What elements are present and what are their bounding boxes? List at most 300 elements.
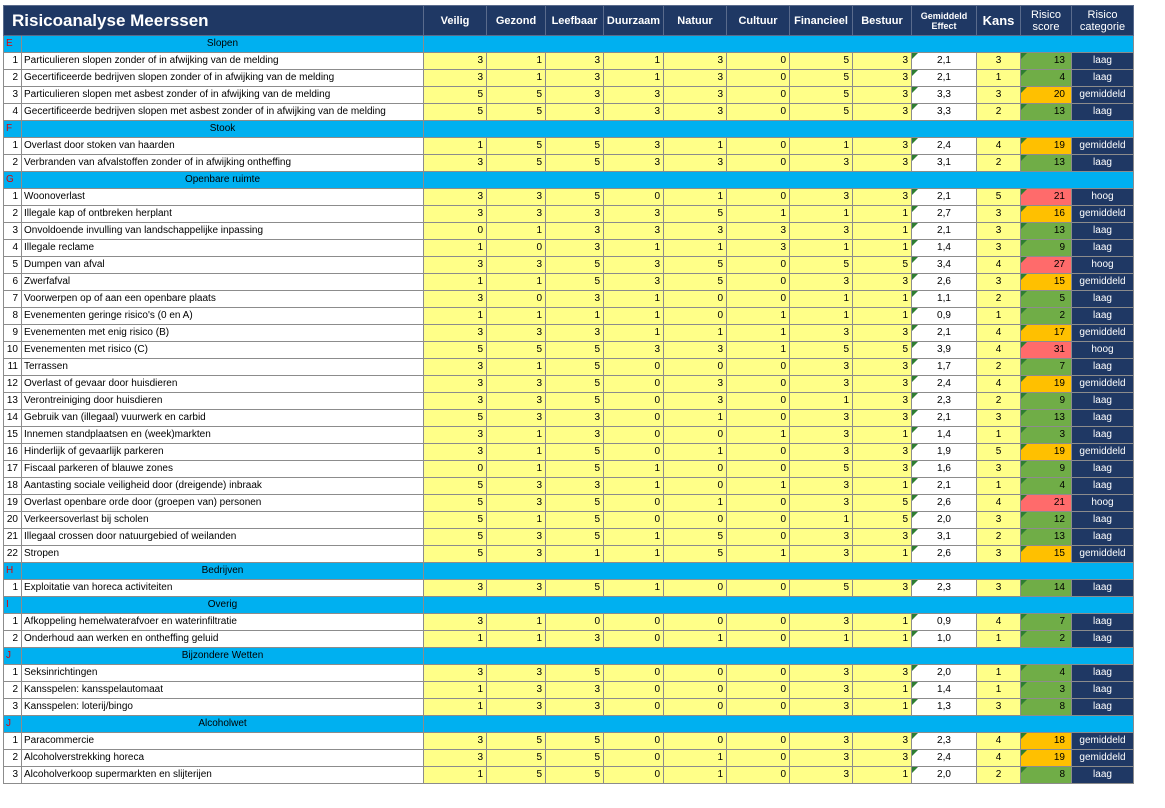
row-number[interactable]: 3 (4, 699, 22, 716)
row-number[interactable]: 22 (4, 546, 22, 563)
score-cell[interactable]: 1 (604, 529, 664, 546)
kans-cell[interactable]: 2 (977, 104, 1021, 121)
score-cell[interactable]: 0 (604, 665, 664, 682)
score-cell[interactable]: 3 (604, 342, 664, 359)
row-description[interactable]: Kansspelen: kansspelautomaat (22, 682, 424, 699)
risk-score-cell[interactable]: 13 (1021, 104, 1072, 121)
score-cell[interactable]: 1 (664, 240, 727, 257)
risk-category-cell[interactable]: gemiddeld (1072, 733, 1134, 750)
score-cell[interactable]: 5 (546, 495, 604, 512)
score-cell[interactable]: 0 (727, 257, 790, 274)
score-cell[interactable]: 5 (790, 461, 853, 478)
section-letter[interactable]: J (4, 648, 22, 665)
score-cell[interactable]: 0 (727, 155, 790, 172)
score-cell[interactable]: 3 (853, 155, 912, 172)
risk-category-cell[interactable]: hoog (1072, 342, 1134, 359)
score-cell[interactable]: 3 (853, 53, 912, 70)
score-cell[interactable]: 3 (546, 53, 604, 70)
score-cell[interactable]: 3 (664, 87, 727, 104)
score-cell[interactable]: 0 (664, 359, 727, 376)
row-number[interactable]: 1 (4, 189, 22, 206)
score-cell[interactable]: 5 (487, 104, 546, 121)
section-letter[interactable]: J (4, 716, 22, 733)
score-cell[interactable]: 0 (727, 359, 790, 376)
row-number[interactable]: 1 (4, 53, 22, 70)
row-number[interactable]: 2 (4, 682, 22, 699)
row-number[interactable]: 11 (4, 359, 22, 376)
score-cell[interactable]: 1 (853, 291, 912, 308)
risk-score-cell[interactable]: 13 (1021, 410, 1072, 427)
kans-cell[interactable]: 3 (977, 274, 1021, 291)
row-number[interactable]: 2 (4, 70, 22, 87)
score-cell[interactable]: 3 (604, 138, 664, 155)
row-description[interactable]: Gecertificeerde bedrijven slopen met asbest zonder of in afwijking van de melding (22, 104, 424, 121)
score-cell[interactable]: 0 (664, 461, 727, 478)
risk-score-cell[interactable]: 27 (1021, 257, 1072, 274)
kans-cell[interactable]: 1 (977, 631, 1021, 648)
score-cell[interactable]: 0 (727, 70, 790, 87)
risk-category-cell[interactable]: laag (1072, 614, 1134, 631)
effect-cell[interactable]: 2,1 (912, 70, 977, 87)
score-cell[interactable]: 1 (853, 682, 912, 699)
score-cell[interactable]: 0 (664, 580, 727, 597)
effect-cell[interactable]: 2,3 (912, 733, 977, 750)
score-cell[interactable]: 1 (487, 223, 546, 240)
risk-score-cell[interactable]: 18 (1021, 733, 1072, 750)
kans-cell[interactable]: 3 (977, 240, 1021, 257)
score-cell[interactable]: 3 (546, 699, 604, 716)
score-cell[interactable]: 0 (604, 427, 664, 444)
effect-cell[interactable]: 3,3 (912, 87, 977, 104)
header-cell[interactable]: Natuur (664, 6, 727, 36)
section-fill[interactable] (424, 172, 1134, 189)
score-cell[interactable]: 0 (604, 393, 664, 410)
score-cell[interactable]: 5 (487, 733, 546, 750)
score-cell[interactable]: 3 (790, 325, 853, 342)
kans-cell[interactable]: 1 (977, 665, 1021, 682)
score-cell[interactable]: 0 (604, 189, 664, 206)
score-cell[interactable]: 3 (424, 206, 487, 223)
risk-score-cell[interactable]: 21 (1021, 495, 1072, 512)
score-cell[interactable]: 0 (727, 87, 790, 104)
risk-score-cell[interactable]: 13 (1021, 53, 1072, 70)
kans-cell[interactable]: 1 (977, 427, 1021, 444)
score-cell[interactable]: 5 (790, 257, 853, 274)
kans-cell[interactable]: 3 (977, 461, 1021, 478)
score-cell[interactable]: 1 (604, 461, 664, 478)
effect-cell[interactable]: 2,7 (912, 206, 977, 223)
row-description[interactable]: Particulieren slopen zonder of in afwijking van de melding (22, 53, 424, 70)
score-cell[interactable]: 3 (487, 325, 546, 342)
score-cell[interactable]: 3 (487, 665, 546, 682)
kans-cell[interactable]: 3 (977, 53, 1021, 70)
score-cell[interactable]: 1 (727, 546, 790, 563)
risk-category-cell[interactable]: laag (1072, 478, 1134, 495)
score-cell[interactable]: 5 (424, 546, 487, 563)
section-title[interactable]: Overig (22, 597, 424, 614)
row-description[interactable]: Verbranden van afvalstoffen zonder of in afwijking ontheffing (22, 155, 424, 172)
score-cell[interactable]: 3 (853, 461, 912, 478)
score-cell[interactable]: 1 (487, 461, 546, 478)
score-cell[interactable]: 3 (853, 733, 912, 750)
risk-score-cell[interactable]: 9 (1021, 240, 1072, 257)
risk-category-cell[interactable]: hoog (1072, 495, 1134, 512)
kans-cell[interactable]: 4 (977, 257, 1021, 274)
risk-category-cell[interactable]: gemiddeld (1072, 444, 1134, 461)
score-cell[interactable]: 3 (790, 444, 853, 461)
score-cell[interactable]: 1 (424, 240, 487, 257)
header-cell[interactable]: Duurzaam (604, 6, 664, 36)
section-letter[interactable]: F (4, 121, 22, 138)
score-cell[interactable]: 0 (604, 750, 664, 767)
score-cell[interactable]: 0 (727, 138, 790, 155)
score-cell[interactable]: 1 (664, 631, 727, 648)
section-letter[interactable]: G (4, 172, 22, 189)
row-number[interactable]: 5 (4, 257, 22, 274)
score-cell[interactable]: 0 (546, 614, 604, 631)
score-cell[interactable]: 0 (604, 733, 664, 750)
score-cell[interactable]: 5 (424, 495, 487, 512)
risk-category-cell[interactable]: laag (1072, 682, 1134, 699)
score-cell[interactable]: 5 (790, 87, 853, 104)
risk-category-cell[interactable]: laag (1072, 155, 1134, 172)
effect-cell[interactable]: 3,9 (912, 342, 977, 359)
risk-category-cell[interactable]: laag (1072, 461, 1134, 478)
score-cell[interactable]: 3 (487, 580, 546, 597)
score-cell[interactable]: 0 (727, 682, 790, 699)
row-description[interactable]: Dumpen van afval (22, 257, 424, 274)
score-cell[interactable]: 1 (664, 410, 727, 427)
row-number[interactable]: 8 (4, 308, 22, 325)
risk-score-cell[interactable]: 21 (1021, 189, 1072, 206)
kans-cell[interactable]: 3 (977, 699, 1021, 716)
kans-cell[interactable]: 3 (977, 580, 1021, 597)
score-cell[interactable]: 3 (546, 206, 604, 223)
score-cell[interactable]: 0 (664, 512, 727, 529)
risk-category-cell[interactable]: laag (1072, 393, 1134, 410)
score-cell[interactable]: 1 (853, 223, 912, 240)
row-description[interactable]: Fiscaal parkeren of blauwe zones (22, 461, 424, 478)
row-number[interactable]: 3 (4, 223, 22, 240)
score-cell[interactable]: 0 (727, 376, 790, 393)
row-number[interactable]: 1 (4, 733, 22, 750)
score-cell[interactable]: 0 (727, 512, 790, 529)
score-cell[interactable]: 5 (853, 257, 912, 274)
score-cell[interactable]: 1 (790, 631, 853, 648)
score-cell[interactable]: 3 (853, 359, 912, 376)
row-description[interactable]: Afkoppeling hemelwaterafvoer en waterinfiltratie (22, 614, 424, 631)
effect-cell[interactable]: 1,6 (912, 461, 977, 478)
score-cell[interactable]: 5 (853, 512, 912, 529)
score-cell[interactable]: 5 (853, 342, 912, 359)
score-cell[interactable]: 3 (790, 529, 853, 546)
risk-score-cell[interactable]: 3 (1021, 682, 1072, 699)
score-cell[interactable]: 3 (487, 393, 546, 410)
kans-cell[interactable]: 1 (977, 308, 1021, 325)
section-letter[interactable]: E (4, 36, 22, 53)
effect-cell[interactable]: 2,3 (912, 580, 977, 597)
row-description[interactable]: Kansspelen: loterij/bingo (22, 699, 424, 716)
score-cell[interactable]: 3 (546, 427, 604, 444)
row-description[interactable]: Onderhoud aan werken en ontheffing geluid (22, 631, 424, 648)
score-cell[interactable]: 0 (727, 461, 790, 478)
section-title[interactable]: Openbare ruimte (22, 172, 424, 189)
risk-score-cell[interactable]: 9 (1021, 393, 1072, 410)
score-cell[interactable]: 3 (487, 495, 546, 512)
score-cell[interactable]: 1 (604, 308, 664, 325)
score-cell[interactable]: 1 (424, 308, 487, 325)
score-cell[interactable]: 1 (664, 189, 727, 206)
score-cell[interactable]: 1 (727, 342, 790, 359)
score-cell[interactable]: 3 (487, 478, 546, 495)
row-number[interactable]: 20 (4, 512, 22, 529)
row-description[interactable]: Terrassen (22, 359, 424, 376)
risk-score-cell[interactable]: 2 (1021, 631, 1072, 648)
risk-category-cell[interactable]: gemiddeld (1072, 206, 1134, 223)
section-fill[interactable] (424, 716, 1134, 733)
score-cell[interactable]: 5 (790, 70, 853, 87)
score-cell[interactable]: 0 (604, 682, 664, 699)
score-cell[interactable]: 3 (546, 223, 604, 240)
score-cell[interactable]: 3 (424, 359, 487, 376)
score-cell[interactable]: 5 (546, 461, 604, 478)
risk-score-cell[interactable]: 12 (1021, 512, 1072, 529)
score-cell[interactable]: 0 (604, 631, 664, 648)
section-letter[interactable]: H (4, 563, 22, 580)
score-cell[interactable]: 1 (853, 767, 912, 784)
score-cell[interactable]: 1 (790, 291, 853, 308)
score-cell[interactable]: 1 (487, 614, 546, 631)
score-cell[interactable]: 1 (853, 631, 912, 648)
risk-category-cell[interactable]: laag (1072, 359, 1134, 376)
score-cell[interactable]: 3 (853, 750, 912, 767)
kans-cell[interactable]: 4 (977, 325, 1021, 342)
score-cell[interactable]: 5 (424, 87, 487, 104)
risk-category-cell[interactable]: laag (1072, 223, 1134, 240)
risk-score-cell[interactable]: 19 (1021, 444, 1072, 461)
score-cell[interactable]: 3 (853, 104, 912, 121)
score-cell[interactable]: 1 (664, 495, 727, 512)
effect-cell[interactable]: 2,1 (912, 189, 977, 206)
score-cell[interactable]: 3 (790, 750, 853, 767)
risk-category-cell[interactable]: gemiddeld (1072, 138, 1134, 155)
header-cell[interactable]: Leefbaar (546, 6, 604, 36)
score-cell[interactable]: 5 (546, 767, 604, 784)
row-number[interactable]: 1 (4, 665, 22, 682)
risk-category-cell[interactable]: hoog (1072, 189, 1134, 206)
score-cell[interactable]: 3 (790, 410, 853, 427)
score-cell[interactable]: 5 (546, 257, 604, 274)
row-number[interactable]: 3 (4, 87, 22, 104)
row-description[interactable]: Exploitatie van horeca activiteiten (22, 580, 424, 597)
score-cell[interactable]: 3 (546, 240, 604, 257)
row-number[interactable]: 14 (4, 410, 22, 427)
risk-score-cell[interactable]: 4 (1021, 478, 1072, 495)
score-cell[interactable]: 1 (727, 427, 790, 444)
kans-cell[interactable]: 3 (977, 87, 1021, 104)
score-cell[interactable]: 3 (664, 53, 727, 70)
effect-cell[interactable]: 3,1 (912, 155, 977, 172)
score-cell[interactable]: 1 (546, 546, 604, 563)
score-cell[interactable]: 3 (424, 427, 487, 444)
score-cell[interactable]: 1 (487, 512, 546, 529)
risk-category-cell[interactable]: gemiddeld (1072, 546, 1134, 563)
risk-score-cell[interactable]: 5 (1021, 291, 1072, 308)
score-cell[interactable]: 0 (664, 665, 727, 682)
score-cell[interactable]: 3 (853, 87, 912, 104)
row-description[interactable]: Illegale kap of ontbreken herplant (22, 206, 424, 223)
score-cell[interactable]: 1 (424, 699, 487, 716)
score-cell[interactable]: 0 (604, 614, 664, 631)
effect-cell[interactable]: 2,0 (912, 767, 977, 784)
score-cell[interactable]: 3 (853, 580, 912, 597)
row-description[interactable]: Voorwerpen op of aan een openbare plaats (22, 291, 424, 308)
score-cell[interactable]: 3 (790, 699, 853, 716)
kans-cell[interactable]: 4 (977, 614, 1021, 631)
effect-cell[interactable]: 2,4 (912, 750, 977, 767)
score-cell[interactable]: 0 (604, 512, 664, 529)
score-cell[interactable]: 3 (853, 529, 912, 546)
kans-cell[interactable]: 2 (977, 359, 1021, 376)
score-cell[interactable]: 1 (664, 444, 727, 461)
risk-category-cell[interactable]: gemiddeld (1072, 274, 1134, 291)
score-cell[interactable]: 0 (664, 682, 727, 699)
risk-score-cell[interactable]: 15 (1021, 546, 1072, 563)
kans-cell[interactable]: 1 (977, 70, 1021, 87)
score-cell[interactable]: 1 (790, 393, 853, 410)
score-cell[interactable]: 3 (790, 767, 853, 784)
score-cell[interactable]: 5 (546, 750, 604, 767)
score-cell[interactable]: 5 (546, 342, 604, 359)
score-cell[interactable]: 1 (604, 546, 664, 563)
score-cell[interactable]: 3 (546, 87, 604, 104)
score-cell[interactable]: 1 (853, 427, 912, 444)
score-cell[interactable]: 3 (424, 750, 487, 767)
risk-score-cell[interactable]: 4 (1021, 665, 1072, 682)
effect-cell[interactable]: 0,9 (912, 308, 977, 325)
row-number[interactable]: 1 (4, 614, 22, 631)
score-cell[interactable]: 3 (487, 546, 546, 563)
header-cell[interactable]: Cultuur (727, 6, 790, 36)
row-number[interactable]: 12 (4, 376, 22, 393)
row-description[interactable]: Alcoholverstrekking horeca (22, 750, 424, 767)
effect-cell[interactable]: 1,7 (912, 359, 977, 376)
row-number[interactable]: 19 (4, 495, 22, 512)
risk-score-cell[interactable]: 7 (1021, 359, 1072, 376)
risk-score-cell[interactable]: 13 (1021, 529, 1072, 546)
score-cell[interactable]: 3 (424, 291, 487, 308)
kans-cell[interactable]: 2 (977, 291, 1021, 308)
score-cell[interactable]: 5 (664, 546, 727, 563)
score-cell[interactable]: 3 (664, 223, 727, 240)
effect-cell[interactable]: 2,1 (912, 223, 977, 240)
row-number[interactable]: 10 (4, 342, 22, 359)
score-cell[interactable]: 3 (853, 70, 912, 87)
score-cell[interactable]: 5 (546, 529, 604, 546)
score-cell[interactable]: 0 (727, 495, 790, 512)
score-cell[interactable]: 3 (853, 393, 912, 410)
risk-score-cell[interactable]: 16 (1021, 206, 1072, 223)
score-cell[interactable]: 1 (790, 308, 853, 325)
score-cell[interactable]: 3 (664, 70, 727, 87)
score-cell[interactable]: 1 (604, 580, 664, 597)
effect-cell[interactable]: 2,6 (912, 274, 977, 291)
score-cell[interactable]: 3 (487, 682, 546, 699)
score-cell[interactable]: 1 (664, 325, 727, 342)
score-cell[interactable]: 5 (853, 495, 912, 512)
risk-score-cell[interactable]: 14 (1021, 580, 1072, 597)
score-cell[interactable]: 3 (424, 376, 487, 393)
effect-cell[interactable]: 3,3 (912, 104, 977, 121)
score-cell[interactable]: 5 (664, 529, 727, 546)
risk-category-cell[interactable]: laag (1072, 53, 1134, 70)
effect-cell[interactable]: 2,4 (912, 376, 977, 393)
score-cell[interactable]: 3 (424, 53, 487, 70)
risk-score-cell[interactable]: 15 (1021, 274, 1072, 291)
header-cell[interactable]: Veilig (424, 6, 487, 36)
row-number[interactable]: 7 (4, 291, 22, 308)
score-cell[interactable]: 3 (424, 614, 487, 631)
kans-cell[interactable]: 2 (977, 767, 1021, 784)
score-cell[interactable]: 3 (487, 376, 546, 393)
score-cell[interactable]: 5 (664, 257, 727, 274)
score-cell[interactable]: 3 (424, 155, 487, 172)
row-description[interactable]: Onvoldoende invulling van landschappelijke inpassing (22, 223, 424, 240)
score-cell[interactable]: 1 (424, 274, 487, 291)
row-description[interactable]: Evenementen met risico (C) (22, 342, 424, 359)
risk-score-cell[interactable]: 3 (1021, 427, 1072, 444)
score-cell[interactable]: 5 (546, 138, 604, 155)
row-number[interactable]: 9 (4, 325, 22, 342)
row-description[interactable]: Gebruik van (illegaal) vuurwerk en carbid (22, 410, 424, 427)
score-cell[interactable]: 3 (853, 444, 912, 461)
score-cell[interactable]: 0 (727, 291, 790, 308)
risk-score-cell[interactable]: 8 (1021, 767, 1072, 784)
score-cell[interactable]: 3 (790, 495, 853, 512)
score-cell[interactable]: 0 (727, 580, 790, 597)
kans-cell[interactable]: 2 (977, 529, 1021, 546)
score-cell[interactable]: 3 (853, 325, 912, 342)
score-cell[interactable]: 3 (546, 631, 604, 648)
risk-category-cell[interactable]: laag (1072, 427, 1134, 444)
risk-score-cell[interactable]: 4 (1021, 70, 1072, 87)
score-cell[interactable]: 5 (424, 529, 487, 546)
risk-score-cell[interactable]: 19 (1021, 376, 1072, 393)
score-cell[interactable]: 0 (664, 291, 727, 308)
section-fill[interactable] (424, 563, 1134, 580)
score-cell[interactable]: 1 (790, 206, 853, 223)
row-description[interactable]: Hinderlijk of gevaarlijk parkeren (22, 444, 424, 461)
risk-category-cell[interactable]: laag (1072, 699, 1134, 716)
kans-cell[interactable]: 1 (977, 682, 1021, 699)
kans-cell[interactable]: 4 (977, 495, 1021, 512)
score-cell[interactable]: 5 (790, 342, 853, 359)
score-cell[interactable]: 3 (790, 427, 853, 444)
section-title[interactable]: Alcoholwet (22, 716, 424, 733)
score-cell[interactable]: 0 (604, 376, 664, 393)
score-cell[interactable]: 3 (604, 206, 664, 223)
score-cell[interactable]: 1 (853, 206, 912, 223)
effect-cell[interactable]: 1,3 (912, 699, 977, 716)
score-cell[interactable]: 1 (424, 767, 487, 784)
score-cell[interactable]: 5 (546, 733, 604, 750)
score-cell[interactable]: 3 (546, 291, 604, 308)
score-cell[interactable]: 1 (853, 308, 912, 325)
effect-cell[interactable]: 2,3 (912, 393, 977, 410)
score-cell[interactable]: 5 (487, 155, 546, 172)
score-cell[interactable]: 3 (487, 410, 546, 427)
score-cell[interactable]: 0 (727, 274, 790, 291)
